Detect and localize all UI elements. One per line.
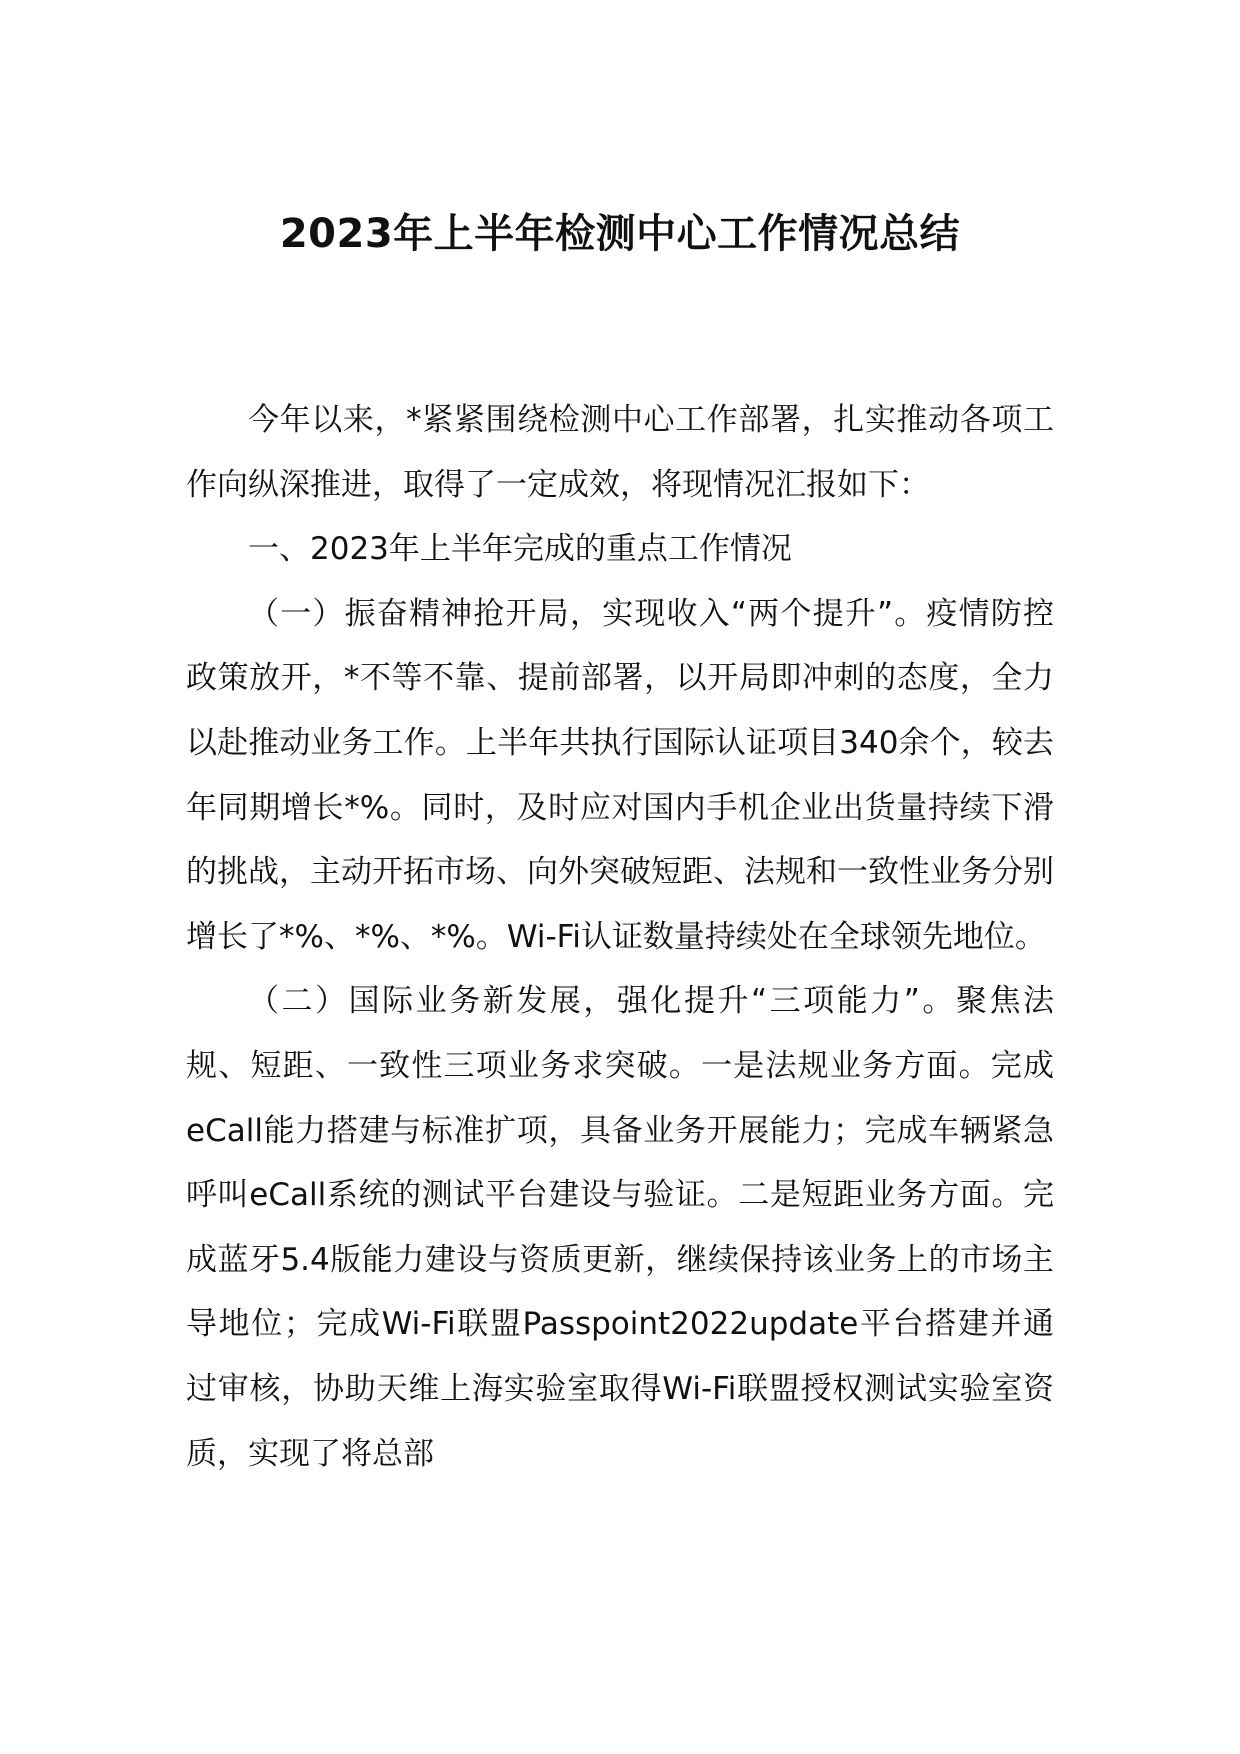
intro-paragraph: 今年以来，*紧紧围绕检测中心工作部署，扎实推动各项工作向纵深推进，取得了一定成效，将现情况汇报如下： [186, 402, 1054, 503]
section-heading: 一、2023年上半年完成的重点工作情况 [248, 531, 792, 568]
body-paragraph: （一）振奋精神抢开局，实现收入“两个提升”。疫情防控政策放开，*不等不靠、提前部署，以开局即冲刺的态度，全力以赴推动业务工作。上半年共执行国际认证项目340余个，较去年同期增长*%。同时，及时应对国内手机企业出货量持续下滑的挑战，主动开拓市场、向外突破短距、法规和一致性业务分别增长了*%、*%、*%。Wi-Fi认证数量持续处在全球领先地位。 [186, 595, 1054, 955]
document-title: 2023年上半年检测中心工作情况总结 [279, 211, 961, 257]
document-body [186, 388, 1054, 1486]
body-paragraph: （二）国际业务新发展，强化提升“三项能力”。聚焦法规、短距、一致性三项业务求突破。一是法规业务方面。完成eCall能力搭建与标准扩项，具备业务开展能力；完成车辆紧急呼叫eCall系统的测试平台建设与验证。二是短距业务方面。完成蓝牙5.4版能力建设与资质更新，继续保持该业务上的市场主导地位；完成Wi-Fi联盟Passpoint2022update平台搭建并通过审核，协助天维上海实验室取得Wi-Fi联盟授权测试实验室资质，实现了将总部 [186, 983, 1054, 1472]
